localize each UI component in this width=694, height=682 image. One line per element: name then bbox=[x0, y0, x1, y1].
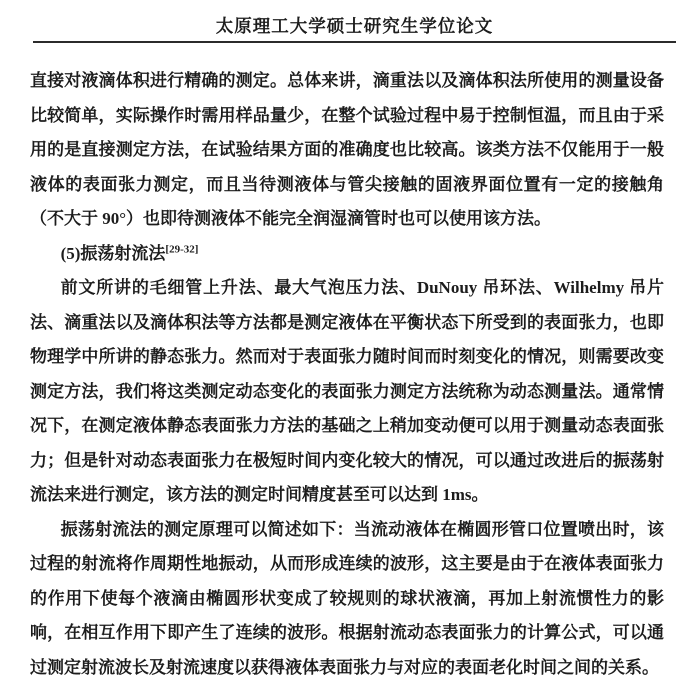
page-body bbox=[30, 64, 664, 682]
page-header bbox=[33, 0, 676, 43]
paragraph-measurement-principle: 振荡射流法的测定原理可以简述如下：当流动液体在椭圆形管口位置喷出时，该过程的射流将作周期性地振动，从而形成连续的波形，这主要是由于在液体表面张力的作用下使每个液滴由椭圆形状变成了较规则的球状液滴，再加上射流惯性力的影响，在相互作用下即产生了连续的波形。根据射流动态表面张力的计算公式，可以通过测定射流波长及射流速度以获得液体表面张力与对应的表面老化时间之间的关系。 bbox=[30, 519, 664, 677]
citation-superscript: [29-32] bbox=[165, 242, 199, 255]
header-title: 太原理工大学硕士研究生学位论文 bbox=[215, 16, 494, 36]
section-heading-text: (5)振荡射流法 bbox=[60, 243, 166, 263]
paragraph-continuation: 直接对液滴体积进行精确的测定。总体来讲，滴重法以及滴体积法所使用的测量设备比较简单，实际操作时需用样品量少，在整个试验过程中易于控制恒温，而且由于采用的是直接测定方法，在试验结果方面的准确度也比较高。该类方法不仅能用于一般液体的表面张力测定，而且当待测液体与管尖接触的固液界面位置有一定的接触角（不大于 90°）也即待测液体不能完全润湿滴管时也可以使用该方法。 bbox=[30, 71, 664, 228]
paragraph-static-methods: 前文所讲的毛细管上升法、最大气泡压力法、DuNouy 吊环法、Wilhelmy 吊片法、滴重法以及滴体积法等方法都是测定液体在平衡状态下所受到的表面张力，也即物理学中所讲的静态张力。然而对于表面张力随时间而时刻变化的情况，则需要改变测定方法，我们将这类测定动态变化的表面张力测定方法统称为动态测量法。通常情况下，在测定液体静态表面张力方法的基础之上稍加变动便可以用于测量动态表面张力；但是针对动态表面张力在极短时间内变化较大的情况，可以通过改进后的振荡射流法来进行测定，该方法的测定时间精度甚至可以达到 1ms。 bbox=[30, 278, 664, 504]
section-heading bbox=[30, 237, 664, 272]
